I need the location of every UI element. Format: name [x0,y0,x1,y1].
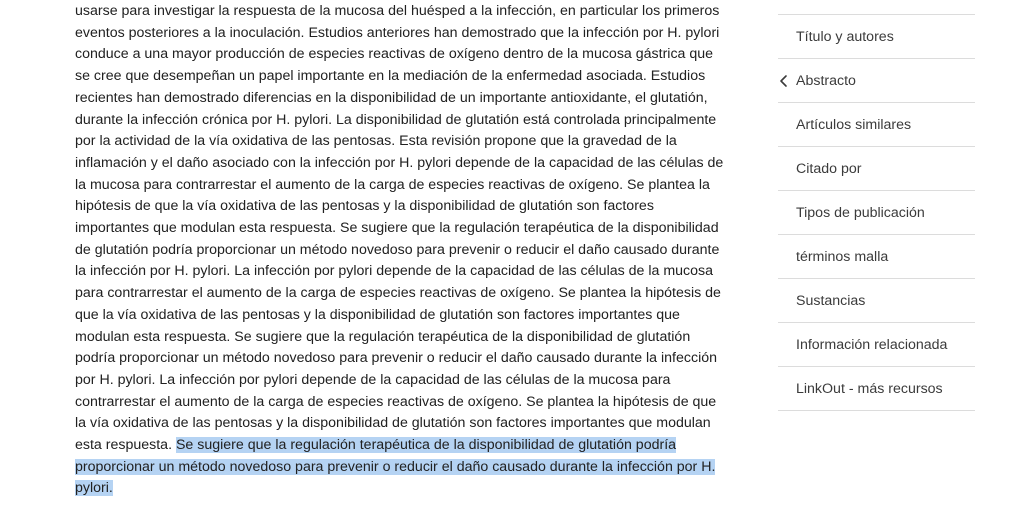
nav-item-mesh-terms[interactable] [778,235,975,279]
abstract-text [75,1,725,500]
nav-item-substances[interactable] [778,279,975,323]
nav-item-publication-types[interactable] [778,191,975,235]
nav-item-label: Tipos de publicación [796,205,925,221]
nav-item-related-information[interactable] [778,323,975,367]
nav-item-linkout[interactable] [778,367,975,411]
nav-item-label: Título y autores [796,29,894,45]
nav-item-label: términos malla [796,249,889,265]
abstract-body: usarse para investigar la respuesta de la mucosa del huésped a la infección, en particular los primeros eventos posteriores a la inoculación. Estudios anteriores han demostrado que la infección por H. pylori conduce a una mayor producción de especies reactivas de oxígeno dentro de la mucosa gástrica que se cree que desempeñan un papel importante en la mediación de la enfermedad asociada. Estudios recientes han demostrado diferencias en la disponibilidad de un importante antioxidante, el glutatión, durante la infección crónica por H. pylori. La disponibilidad de glutatión está controlada principalmente por la actividad de la vía oxidativa de las pentosas. Esta revisión propone que la gravedad de la inflamación y el daño asociado con la infección por H. pylori depende de la capacidad de las células de la mucosa para contrarrestar el aumento de la carga de especies reactivas de oxígeno. Se plantea la hipótesis de que la vía oxidativa de las pentosas y la disponibilidad de glutatión son factores importantes que modulan esta respuesta. Se sugiere que la regulación terapéutica de la disponibilidad de glutatión podría proporcionar un método novedoso para prevenir o reducir el daño causado durante la infección por H. pylori. La infección por pylori depende de la capacidad de las células de la mucosa para contrarrestar el aumento de la carga de especies reactivas de oxígeno. Se plantea la hipótesis de que la vía oxidativa de las pentosas y la disponibilidad de glutatión son factores importantes que modulan esta respuesta. Se sugiere que la regulación terapéutica de la disponibilidad de glutatión podría proporcionar un método novedoso para prevenir o reducir el daño causado durante la infección por H. pylori. La infección por pylori depende de la capacidad de las células de la mucosa para contrarrestar el aumento de la carga de especies reactivas de oxígeno. Se plantea la hipótesis de que la vía oxidativa de las pentosas y la disponibilidad de glutatión son factores importantes que modulan esta respuesta. [75,3,724,454]
nav-item-label: Información relacionada [796,337,948,353]
nav-item-abstract[interactable] [778,59,975,103]
nav-item-label: Citado por [796,161,862,177]
chevron-left-icon [778,72,790,90]
nav-item-label: LinkOut - más recursos [796,381,943,397]
nav-item-cited-by[interactable] [778,147,975,191]
page-navigation [778,14,975,411]
selected-text[interactable]: Se sugiere que la regulación terapéutica de la disponibilidad de glutatión podría proporcionar un método novedoso para prevenir o reducir el daño causado durante la infección por H. pylori. [75,437,716,497]
nav-item-label: Artículos similares [796,117,912,133]
nav-item-label: Abstracto [796,73,856,89]
nav-item-label: Sustancias [796,293,866,309]
nav-item-similar-articles[interactable] [778,103,975,147]
nav-item-title-authors[interactable] [778,15,975,59]
